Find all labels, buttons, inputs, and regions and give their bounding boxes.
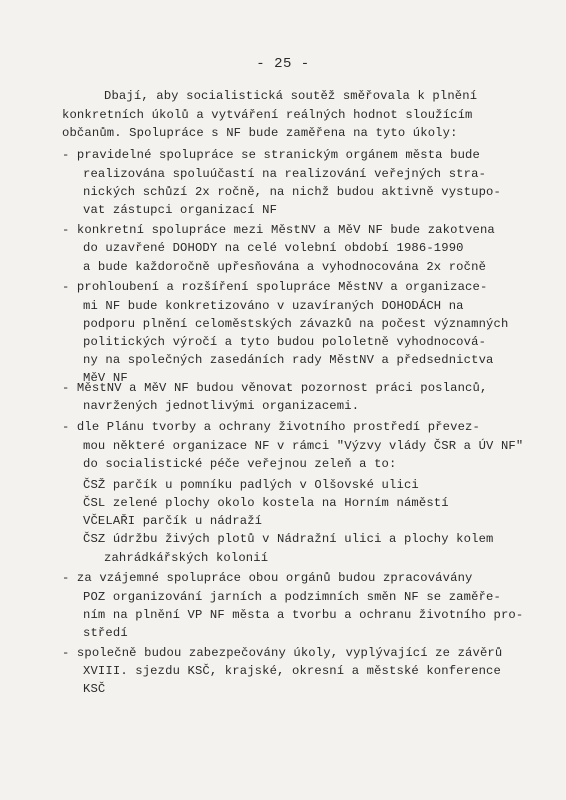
text-line: POZ organizování jarních a podzimních směn NF se zaměře- — [83, 590, 501, 604]
text-line: - za vzájemné spolupráce obou orgánů budou zpracovávány — [62, 571, 473, 585]
text-line: vat zástupci organizací NF — [83, 203, 278, 217]
page-number: - 25 - — [256, 56, 310, 72]
text-line: MěV NF — [83, 371, 128, 385]
text-line: občanům. Spolupráce s NF bude zaměřena na tyto úkoly: — [62, 126, 458, 140]
text-line: ČSZ údržbu živých plotů v Nádražní ulici a plochy kolem — [83, 532, 494, 546]
text-line: a bude každoročně upřesňována a vyhodnocována 2x ročně — [83, 260, 487, 274]
text-line: do uzavřené DOHODY na celé volební období 1986-1990 — [83, 241, 464, 255]
text-line: - dle Plánu tvorby a ochrany životního prostředí převez- — [62, 420, 480, 434]
text-line: - MěstNV a MěV NF budou věnovat pozornost práci poslanců, — [62, 381, 488, 395]
text-line: mou některé organizace NF v rámci "Výzvy vlády ČSR a ÚV NF" — [83, 439, 524, 453]
text-line: XVIII. sjezdu KSČ, krajské, okresní a městské konference — [83, 664, 501, 678]
text-line: - prohloubení a rozšíření spolupráce MěstNV a organizace- — [62, 280, 488, 294]
text-line: realizována spoluúčastí na realizování veřejných stra- — [83, 167, 487, 181]
text-line: ČSL zelené plochy okolo kostela na Horním náměstí — [83, 496, 449, 510]
text-line: ny na společných zasedáních rady MěstNV a předsednictva — [83, 353, 494, 367]
text-line: politických výročí a tyto budou pololetně vyhodnocová- — [83, 335, 487, 349]
text-line: Dbají, aby socialistická soutěž směřovala k plnění — [104, 89, 478, 103]
text-line: - pravidelné spolupráce se stranickým orgánem města bude — [62, 148, 480, 162]
text-line: zahrádkářských kolonií — [104, 551, 269, 565]
text-line: středí — [83, 626, 128, 640]
text-line: ČSŽ parčík u pomníku padlých v Olšovské ulici — [83, 478, 419, 492]
text-line: - konkretní spolupráce mezi MěstNV a MěV NF bude zakotvena — [62, 223, 495, 237]
text-line: do socialistické péče veřejnou zeleň a to: — [83, 457, 397, 471]
text-line: VČELAŘI parčík u nádraží — [83, 514, 263, 528]
text-line: ním na plnění VP NF města a tvorbu a ochranu životního pro- — [83, 608, 524, 622]
text-line: - společně budou zabezpečovány úkoly, vyplývající ze závěrů — [62, 646, 503, 660]
text-line: mi NF bude konkretizováno v uzavíraných DOHODÁCH na — [83, 299, 464, 313]
text-line: KSČ — [83, 682, 106, 696]
text-line: nických schůzí 2x ročně, na nichž budou aktivně vystupo- — [83, 185, 501, 199]
text-line: navržených jednotlivými organizacemi. — [83, 399, 360, 413]
text-line: podporu plnění celoměstských závazků na počest významných — [83, 317, 509, 331]
text-line: konkretních úkolů a vytváření reálných hodnot sloužícím — [62, 108, 473, 122]
